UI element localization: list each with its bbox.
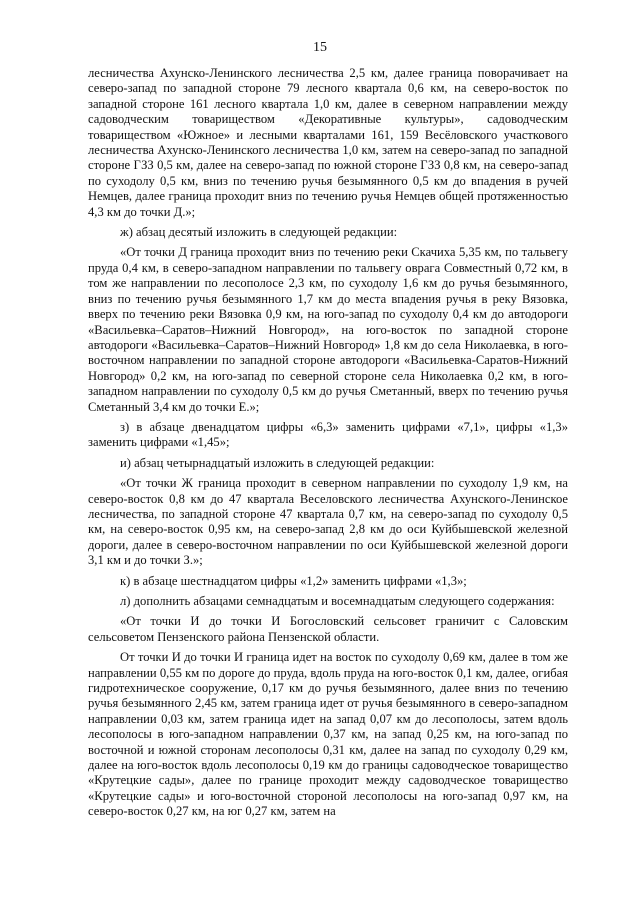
- page-number: 15: [313, 40, 327, 55]
- paragraph-4: з) в абзаце двенадцатом цифры «6,3» заменить цифрами «7,1», цифры «1,3» заменить цифрами «1,45»;: [88, 419, 568, 450]
- document-body: [88, 66, 568, 820]
- paragraph-10: От точки И до точки И граница идет на восток по суходолу 0,69 км, далее в том же направлении 0,55 км по дороге до пруда, вдоль пруда на юго-восток 0,1 км, далее, огибая гидротехническое сооружение, 0,17 км до ручья безымянного, далее вниз по течению ручья безымянного 2,45 км, затем граница идет от ручья безымянного в северо-западном направлении 0,03 км, затем граница идет на запад 0,07 км до лесополосы, затем вдоль лесополосы в юго-западном направлении 0,37 км, на запад 0,25 км, на юго-запад по восточной и южной сторонам лесополосы 0,31 км, далее на запад по суходолу 0,29 км, далее на юго-восток вдоль лесополосы 0,19 км до границы садоводческое товарищество «Крутецкие сады», далее по границе проходит между садоводческое товарищество «Крутецкие сады» и юго-восточной стороной лесополосы на юго-запад 0,97 км, на северо-восток 0,27 км, на юг 0,27 км, затем на: [88, 650, 568, 819]
- paragraph-7: к) в абзаце шестнадцатом цифры «1,2» заменить цифрами «1,3»;: [120, 573, 467, 588]
- paragraph-3: «От точки Д граница проходит вниз по течению реки Скачиха 5,35 км, по тальвегу пруда 0,4 км, в северо-западном направлении по тальвегу оврага Совместный 0,72 км, в том же направлении по лесополосе 2,3 км, по суходолу 1,6 км до ручья безымянного, вниз по течению ручья безымянного 1,7 км до места впадения ручья в реку Вязовка, вверх по течению реки Вязовка 0,9 км, на юго-запад по суходолу 0,4 км до автодороги «Васильевка–Саратов–Нижний Новгород», на юго-восток по западной стороне автодороги «Васильевка–Саратов–Нижний Новгород» 1,8 км до села Николаевка, в юго-восточном направлении по западной стороне автодороги «Васильевка-Саратов-Нижний Новгород» 0,2 км, на юго-запад по северной стороне села Николаевка 0,2 км, в юго-западном направлении по суходолу 0,5 км до ручья Сметанный, вверх по течению ручья Сметанный 3,4 км до точки Е.»;: [88, 245, 568, 414]
- paragraph-1: лесничества Ахунско-Ленинского лесничества 2,5 км, далее граница поворачивает на северо-запад по западной стороне 79 лесного квартала 0,6 км, на северо-восток по западной стороне 161 лесного квартала 1,0 км, далее в северном направлении между садоводческим товариществом «Декоративные культуры», садоводческим товариществом «Южное» и лесными кварталами 161, 159 Весёловского участкового лесничества Ахунско-Ленинского лесничества 1,0 км, затем на северо-запад по западной стороне ГЗЗ 0,5 км, далее на северо-запад по южной стороне ГЗЗ 0,8 км, на северо-запад по суходолу 0,5 км, вниз по течению ручья безымянного 0,5 км до впадения в ручей Немцев, далее граница проходит вниз по течению ручья Немцев общей протяженностью 4,3 км до точки Д.»;: [88, 66, 568, 219]
- paragraph-9: «От точки И до точки И Богословский сельсовет граничит с Саловским сельсоветом Пензенского района Пензенской области.: [88, 614, 568, 644]
- paragraph-2: ж) абзац десятый изложить в следующей редакции:: [120, 225, 398, 240]
- paragraph-6: «От точки Ж граница проходит в северном направлении по суходолу 1,9 км, на северо-восток 0,8 км до 47 квартала Веселовского лесничества Ахунского-Ленинское лесничества, по западной стороне 47 квартала 0,7 км, на северо-запад по суходолу 0,5 км, на северо-восток 0,95 км, на северо-запад 2,8 км до оси Куйбышевской железной дороги, далее в северо-восточном направлении по оси Куйбышевской железной дороги 3,1 км и до точки З.»;: [88, 476, 568, 568]
- paragraph-8: л) дополнить абзацами семнадцатым и восемнадцатым следующего содержания:: [120, 594, 555, 608]
- paragraph-5: и) абзац четырнадцатый изложить в следующей редакции:: [120, 455, 435, 470]
